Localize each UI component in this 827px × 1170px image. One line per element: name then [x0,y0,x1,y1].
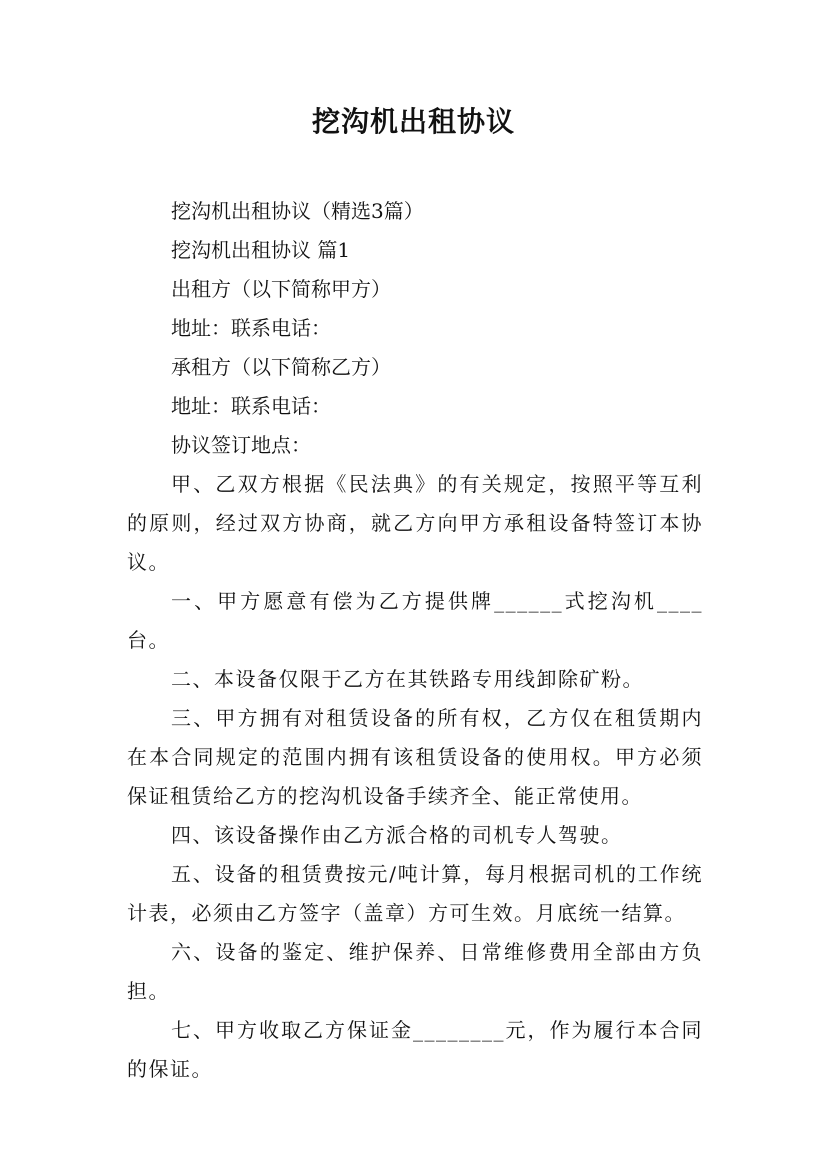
lessor-line: 出租方（以下简称甲方） [171,277,391,301]
clause-7-paragraph: 七、甲方收取乙方保证金________元，作为履行本合同的保证。 [127,1018,703,1081]
clause-4-paragraph: 四、该设备操作由乙方派合格的司机专人驾驶。 [171,823,623,847]
lessee-address-line: 地址：联系电话： [171,394,331,418]
clause-2-paragraph: 二、本设备仅限于乙方在其铁路专用线卸除矿粉。 [171,667,644,691]
document-title: 挖沟机出租协议 [311,105,515,138]
clause-5-paragraph: 五、设备的租赁费按元/吨计算，每月根据司机的工作统计表，必须由乙方签字（盖章）方可生效。月底统一结算。 [127,862,703,925]
subtitle-line: 挖沟机出租协议（精选3篇） [171,199,424,223]
section-heading: 挖沟机出租协议 篇1 [171,238,351,262]
preamble-paragraph: 甲、乙双方根据《民法典》的有关规定，按照平等互利的原则，经过双方协商，就乙方向甲方承租设备特签订本协议。 [127,472,703,574]
signing-place-line: 协议签订地点： [171,433,311,457]
clause-1-paragraph: 一、甲方愿意有偿为乙方提供牌______式挖沟机____台。 [127,589,703,652]
clause-3-paragraph: 三、甲方拥有对租赁设备的所有权，乙方仅在租赁期内在本合同规定的范围内拥有该租赁设备的使用权。甲方必须保证租赁给乙方的挖沟机设备手续齐全、能正常使用。 [127,706,703,808]
document-body [127,192,703,1089]
lessor-address-line: 地址：联系电话： [171,316,331,340]
lessee-line: 承租方（以下简称乙方） [171,355,391,379]
clause-6-paragraph: 六、设备的鉴定、维护保养、日常维修费用全部由方负担。 [127,940,703,1003]
